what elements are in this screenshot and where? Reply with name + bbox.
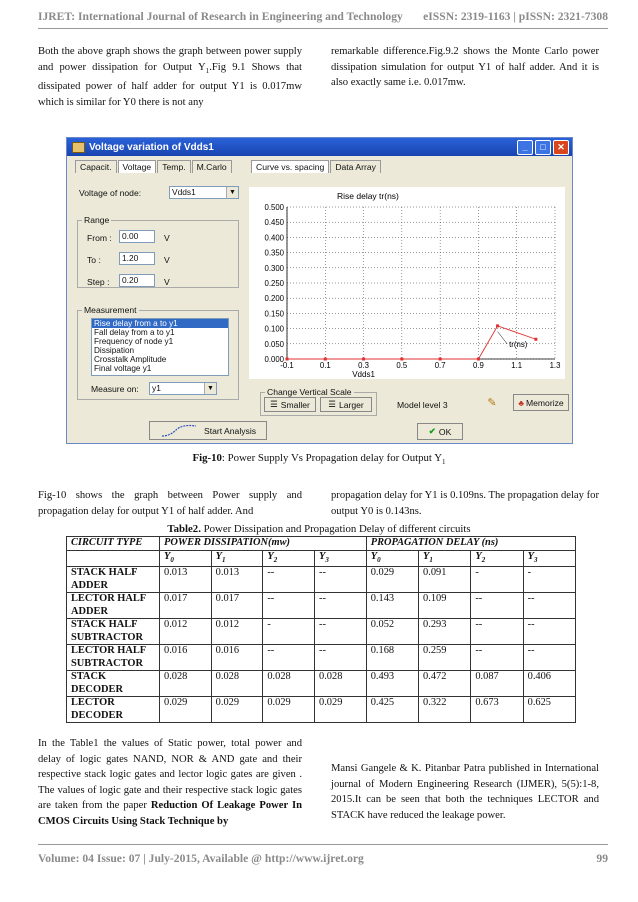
table-row	[67, 697, 576, 723]
app-icon	[72, 142, 85, 153]
header-circuit-type: CIRCUIT TYPE	[67, 537, 160, 551]
x-tick-label: 1.3	[549, 361, 561, 370]
results-table	[66, 536, 576, 723]
table-row	[67, 671, 576, 697]
data-point	[439, 358, 442, 361]
page-header	[38, 10, 608, 23]
sub-header-cell: $Y_2$	[471, 550, 523, 567]
para2-left: Fig-10 shows the graph between Power supply and propagation delay for output Y1 of half adder. And	[38, 490, 302, 517]
page-footer	[38, 852, 608, 865]
y-tick-label: 0.450	[264, 218, 284, 228]
from-label: From :	[87, 233, 112, 243]
value-cell: 0.029	[160, 697, 212, 723]
issn: eISSN: 2319-1163 | pISSN: 2321-7308	[423, 10, 608, 23]
step-label: Step :	[87, 277, 110, 287]
value-cell: 0.029	[315, 697, 367, 723]
journal-title: IJRET: International Journal of Research in Engineering and Technology	[38, 10, 403, 23]
x-tick-label: -0.1	[280, 361, 294, 370]
footer-text: Volume: 04 Issue: 07 | July-2015, Available @ http://www.ijret.org	[38, 852, 364, 865]
header-propagation-delay: PROPAGATION DELAY (ns)	[366, 537, 575, 551]
step-unit: V	[164, 277, 170, 287]
value-cell: -	[263, 619, 315, 645]
y-tick-label: 0.500	[264, 203, 284, 212]
measurement-title: Measurement	[84, 305, 137, 315]
step-input[interactable]: 0.20	[119, 274, 155, 287]
value-cell: 0.012	[160, 619, 212, 645]
list-item[interactable]: Final voltage y1	[94, 364, 152, 373]
value-cell: 0.091	[419, 567, 471, 593]
paintbrush-icon: ✎	[487, 396, 497, 409]
value-cell: --	[263, 567, 315, 593]
sub-header-cell: $Y_0$	[366, 550, 418, 567]
model-level-label: Model level 3	[397, 400, 448, 410]
measurement-list[interactable]	[91, 318, 229, 376]
list-item[interactable]: Frequency of node y1	[94, 337, 174, 346]
measure-on-select[interactable]: y1 ▼	[149, 382, 217, 395]
tab-mcarlo[interactable]: M.Carlo	[192, 160, 232, 173]
value-cell: --	[315, 593, 367, 619]
y-tick-label: 0.200	[264, 294, 284, 304]
value-cell: 0.029	[366, 567, 418, 593]
value-cell: 0.029	[263, 697, 315, 723]
value-cell: 0.259	[419, 645, 471, 671]
figure-caption: Fig-10: Power Supply Vs Propagation delay for Output $Y_1$	[192, 452, 446, 467]
table-row	[67, 619, 576, 645]
circuit-name-cell: LECTOR HALF SUBTRACTOR	[67, 645, 160, 671]
sub-header-cell: $Y_0$	[160, 550, 212, 567]
value-cell: 0.168	[366, 645, 418, 671]
data-point	[286, 358, 289, 361]
y-tick-label: 0.300	[264, 263, 284, 273]
list-item[interactable]: Dissipation	[94, 346, 135, 355]
value-cell: 0.493	[366, 671, 418, 697]
value-cell: 0.017	[160, 593, 212, 619]
para3-right: Mansi Gangele & K. Pitanbar Patra published in International journal of Modern Engineering Research (IJMER), 5(5):1-8, 2015.It can be seen that both the techniques LECTOR and STACK have reduced the leakage power.	[331, 763, 599, 821]
brush-button[interactable]	[481, 394, 503, 410]
maximize-icon[interactable]: □	[535, 140, 551, 155]
tab-capacit[interactable]: Capacit.	[75, 160, 117, 173]
table-row	[67, 593, 576, 619]
para2-right: propagation delay for Y1 is 0.109ns. The propagation delay for output Y0 is 0.143ns.	[331, 490, 599, 517]
series-label-leader	[498, 332, 508, 344]
value-cell: 0.016	[160, 645, 212, 671]
ok-button[interactable]: ✔ OK	[417, 423, 463, 440]
value-cell: 0.406	[523, 671, 575, 697]
data-point	[400, 358, 403, 361]
range-title: Range	[84, 215, 110, 225]
value-cell: --	[263, 645, 315, 671]
tab-temp[interactable]: Temp.	[157, 160, 190, 173]
data-point	[534, 338, 537, 341]
x-axis-label: Vdds1	[352, 370, 375, 379]
larger-button[interactable]: ☰ Larger	[320, 397, 372, 412]
value-cell: --	[315, 619, 367, 645]
value-cell: --	[471, 619, 523, 645]
y-tick-label: 0.150	[264, 309, 284, 319]
tab-curve-vs-spacing[interactable]: Curve vs. spacing	[251, 160, 329, 173]
value-cell: --	[263, 593, 315, 619]
x-tick-label: 0.1	[319, 361, 331, 370]
value-cell: 0.028	[263, 671, 315, 697]
data-point	[362, 358, 365, 361]
to-input[interactable]: 1.20	[119, 252, 155, 265]
data-point	[496, 324, 499, 327]
value-cell: 0.673	[471, 697, 523, 723]
sub-header-cell: $Y_3$	[523, 550, 575, 567]
value-cell: 0.028	[315, 671, 367, 697]
value-cell: 0.625	[523, 697, 575, 723]
value-cell: 0.143	[366, 593, 418, 619]
value-cell: -	[471, 567, 523, 593]
tab-data-array[interactable]: Data Array	[330, 160, 381, 173]
data-point	[324, 358, 327, 361]
chevron-down-icon: ▼	[226, 187, 238, 198]
from-input[interactable]: 0.00	[119, 230, 155, 243]
x-tick-label: 0.5	[396, 361, 408, 370]
value-cell: 0.016	[211, 645, 263, 671]
checkmark-icon: ✔	[428, 426, 436, 436]
circuit-name-cell: STACK HALF ADDER	[67, 567, 160, 593]
minimize-icon[interactable]: _	[517, 140, 533, 155]
sub-header-row	[67, 550, 576, 567]
circuit-name-cell: LECTOR DECODER	[67, 697, 160, 723]
larger-icon: ☰	[328, 399, 336, 409]
value-cell: 0.029	[211, 697, 263, 723]
value-cell: -	[523, 567, 575, 593]
para1-right: remarkable difference.Fig.9.2 shows the Monte Carlo power dissipation simulation for output Y1 of half adder. And it is also exactly same i.e. 0.017mw.	[331, 46, 599, 89]
footer-rule	[38, 844, 608, 845]
voltage-node-select[interactable]: Vdds1 ▼	[169, 186, 239, 199]
page-number: 99	[596, 852, 608, 865]
list-item[interactable]: Crosstalk Amplitude	[94, 355, 167, 364]
table-row	[67, 567, 576, 593]
table-caption: Table2. Power Dissipation and Propagation Delay of different circuits	[167, 523, 471, 535]
value-cell: 0.028	[160, 671, 212, 697]
value-cell: 0.017	[211, 593, 263, 619]
value-cell: 0.028	[211, 671, 263, 697]
circuit-name-cell: LECTOR HALF ADDER	[67, 593, 160, 619]
rise-delay-chart	[249, 187, 565, 379]
data-point	[477, 358, 480, 361]
smaller-icon: ☰	[270, 399, 278, 409]
list-item[interactable]: Rise delay from a to y1	[92, 319, 228, 328]
table-row	[67, 645, 576, 671]
y-tick-label: 0.050	[264, 339, 284, 349]
x-tick-label: 0.7	[434, 361, 446, 370]
series-line	[287, 326, 536, 359]
header-rule	[38, 28, 608, 29]
smaller-button[interactable]: ☰ Smaller	[264, 397, 316, 412]
value-cell: --	[471, 593, 523, 619]
value-cell: --	[471, 645, 523, 671]
window-titlebar	[67, 138, 572, 156]
memorize-icon: ♣	[518, 397, 524, 408]
sub-header-cell: $Y_2$	[263, 550, 315, 567]
journal-link[interactable]: http://www.ijret.org	[264, 852, 364, 865]
close-icon[interactable]: ✕	[553, 140, 569, 155]
voltage-of-node-label: Voltage of node:	[79, 188, 142, 198]
series-label: tr(ns)	[509, 339, 528, 349]
value-cell: 0.013	[160, 567, 212, 593]
list-item[interactable]: Fall delay from a to y1	[94, 328, 175, 337]
to-unit: V	[164, 255, 170, 265]
to-label: To :	[87, 255, 101, 265]
sub-header-cell: $Y_3$	[315, 550, 367, 567]
start-analysis-button[interactable]: Start Analysis	[149, 421, 267, 440]
voltage-variation-window	[66, 137, 573, 444]
window-title: Voltage variation of Vdds1	[89, 141, 214, 153]
value-cell: 0.052	[366, 619, 418, 645]
value-cell: 0.472	[419, 671, 471, 697]
value-cell: 0.087	[471, 671, 523, 697]
value-cell: --	[315, 645, 367, 671]
value-cell: 0.293	[419, 619, 471, 645]
curve-icon	[160, 424, 200, 438]
value-cell: --	[315, 567, 367, 593]
value-cell: 0.425	[366, 697, 418, 723]
y-tick-label: 0.100	[264, 324, 284, 334]
change-scale-title: Change Vertical Scale	[267, 387, 352, 397]
para3-left: In the Table1 the values of Static power, total power and delay of logic gates NAND, NOR & AND gate and their respective stack logic gates and lector logic gates are given . The values of logic gate and their respective stack logic gates are taken from the paper Reduction Of Leakage Power In CMOS Circuits Using Stack Technique by	[38, 738, 302, 827]
tab-voltage[interactable]: Voltage	[118, 160, 157, 173]
x-tick-label: 1.1	[511, 361, 523, 370]
sub-header-cell: $Y_1$	[419, 550, 471, 567]
y-tick-label: 0.250	[264, 279, 284, 288]
sub-header-cell: $Y_1$	[211, 550, 263, 567]
chart-title: Rise delay tr(ns)	[337, 191, 399, 201]
value-cell: 0.322	[419, 697, 471, 723]
memorize-button[interactable]: ♣ Memorize	[513, 394, 569, 411]
y-tick-label: 0.350	[264, 248, 284, 258]
header-power-dissipation: POWER DISSIPATION(mw)	[160, 537, 367, 551]
circuit-name-cell: STACK DECODER	[67, 671, 160, 697]
para1-left: Both the above graph shows the graph between power supply and power dissipation for Output $Y_1.Fig$ 9.1 Shows that dissipated power of half adder for output Y1 is 0.017mw which is similar for Y0 there is not any	[38, 46, 302, 108]
value-cell: 0.109	[419, 593, 471, 619]
value-cell: --	[523, 645, 575, 671]
y-tick-label: 0.400	[264, 233, 284, 243]
y-tick-label: 0.000	[264, 355, 284, 364]
circuit-name-cell: STACK HALF SUBTRACTOR	[67, 619, 160, 645]
measure-on-label: Measure on:	[91, 384, 139, 394]
from-unit: V	[164, 233, 170, 243]
value-cell: --	[523, 593, 575, 619]
value-cell: 0.013	[211, 567, 263, 593]
x-tick-label: 0.9	[473, 361, 484, 370]
value-cell: --	[523, 619, 575, 645]
chevron-down-icon: ▼	[204, 383, 216, 394]
x-tick-label: 0.3	[358, 361, 369, 370]
value-cell: 0.012	[211, 619, 263, 645]
